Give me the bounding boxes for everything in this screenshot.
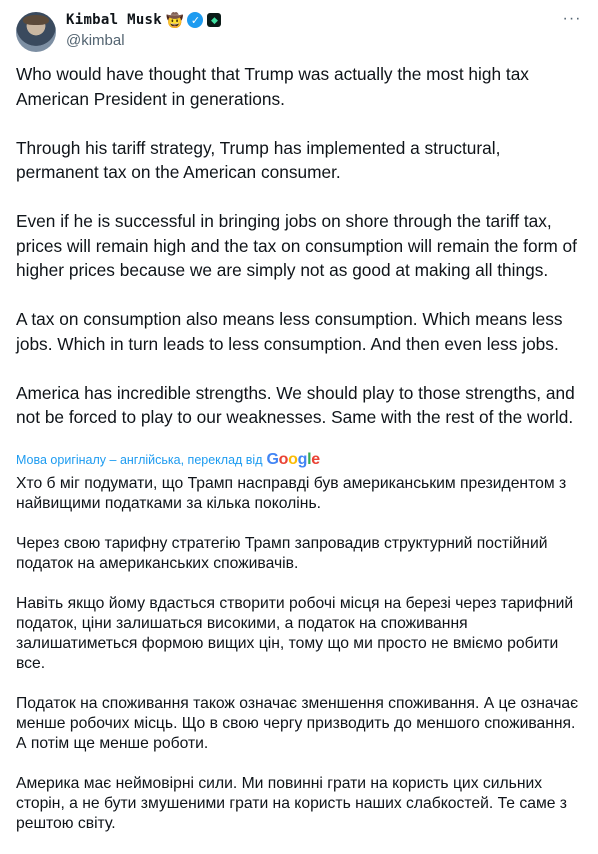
translation-notice-text: Мова оригіналу – англійська, переклад від xyxy=(16,453,263,467)
translated-text xyxy=(16,474,586,854)
tweet-paragraph: A tax on consumption also means less consumption. Which means less jobs. Which in turn leads to less consumption. And then even less jobs. xyxy=(16,309,563,354)
display-name[interactable]: Kimbal Musk xyxy=(66,12,163,28)
translation-notice[interactable] xyxy=(16,451,320,469)
translated-paragraph: Податок на споживання також означає зменшення споживання. А це означає менше робочих місць. Що в свою чергу призводить до меншого споживання. А потім ще менше роботи. xyxy=(16,695,579,752)
tweet-paragraph: Who would have thought that Trump was actually the most high tax American President in generations. xyxy=(16,64,529,109)
tweet-paragraph: America has incredible strengths. We should play to those strengths, and not be forced to play to our weaknesses. Same with the rest of the world. xyxy=(16,382,575,427)
tweet-header xyxy=(16,8,582,52)
affiliate-badge-icon[interactable]: ◆ xyxy=(207,13,221,27)
translated-paragraph: Через свою тарифну стратегію Трамп запровадив структурний постійний податок на американських споживачів. xyxy=(16,535,548,572)
author-names xyxy=(66,10,221,49)
translated-paragraph: Америка має неймовірні сили. Ми повинні грати на користь цих сильних сторін, а не бути змушеними грати на користь наших слабкостей. Те саме з рештою світу. xyxy=(16,775,567,832)
tweet-paragraph: Through his tariff strategy, Trump has implemented a structural, permanent tax on the American consumer. xyxy=(16,137,501,182)
more-options-icon[interactable]: ··· xyxy=(562,10,582,27)
translated-paragraph: Навіть якщо йому вдасться створити робочі місця на березі через тарифний податок, ціни залишаться високими, а податок на споживання залишатиметься формою вищих цін, тому що ми просто не вміємо робити все. xyxy=(16,595,574,672)
tweet-paragraph: Even if he is successful in bringing jobs on shore through the tariff tax, prices will remain high and the tax on consumption will remain the form of higher prices because we are simply not as good at making all things. xyxy=(16,211,577,280)
handle[interactable]: @kimbal xyxy=(66,32,125,49)
translated-paragraph: Хто б міг подумати, що Трамп насправді був американським президентом з найвищими податками за кілька поколінь. xyxy=(16,475,567,512)
verified-badge-icon[interactable]: ✓ xyxy=(187,12,203,28)
cowboy-emoji: 🤠 xyxy=(166,12,184,28)
avatar[interactable] xyxy=(16,12,56,52)
google-logo: Google xyxy=(266,451,320,468)
tweet-text xyxy=(16,62,586,430)
